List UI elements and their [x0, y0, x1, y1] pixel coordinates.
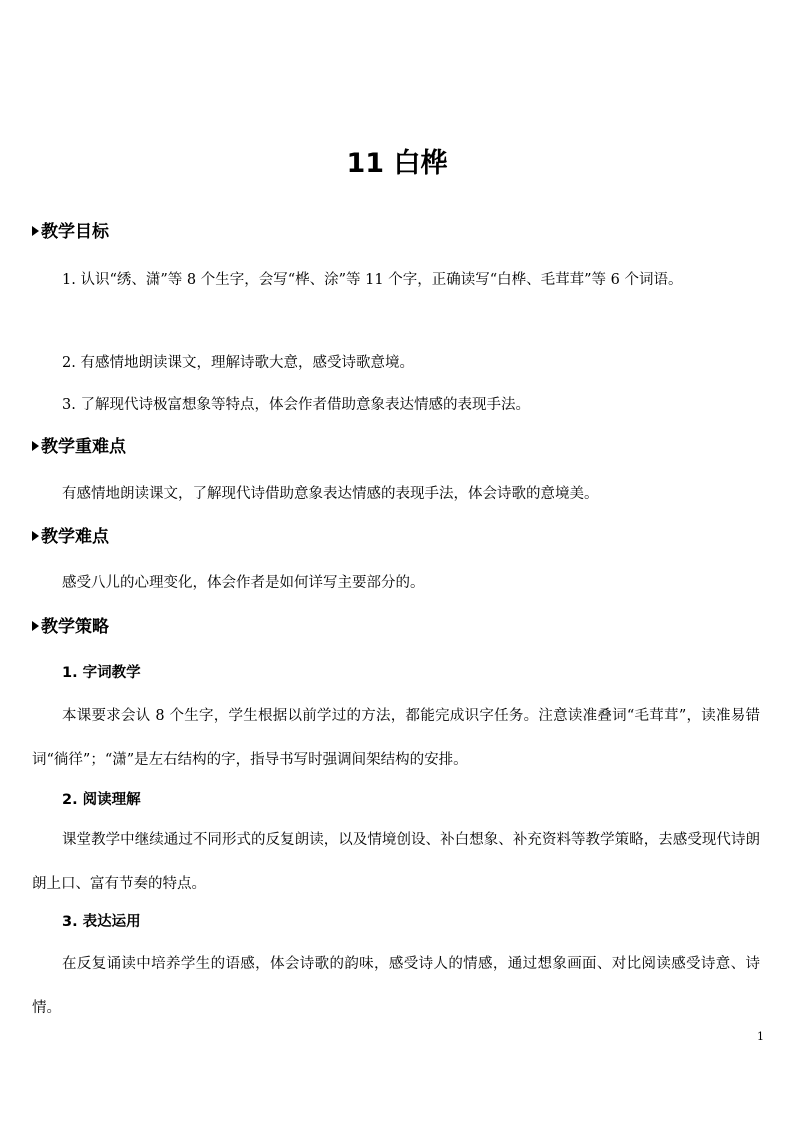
- section-heading-label: 教学策略: [41, 617, 109, 637]
- strategy-text-vocabulary: 本课要求会认 8 个生字，学生根据以前学过的方法，都能完成识字任务。注意读准叠词“毛茸茸”，读准易错词“徜徉”；“潇”是左右结构的字，指导书写时强调间架结构的安排。: [32, 708, 760, 768]
- section-heading-label: 教学重难点: [41, 437, 126, 457]
- objective-item-2: 2. 有感情地朗读课文，理解诗歌大意，感受诗歌意境。: [62, 355, 414, 371]
- triangle-marker-icon: [32, 226, 39, 236]
- strategy-text-reading: 课堂教学中继续通过不同形式的反复朗读，以及情境创设、补白想象、补充资料等教学策略，去感受现代诗朗朗上口、富有节奏的特点。: [32, 832, 760, 892]
- strategy-heading-reading: 2. 阅读理解: [62, 792, 141, 808]
- triangle-marker-icon: [32, 621, 39, 631]
- strategy-heading-vocabulary: 1. 字词教学: [62, 665, 141, 681]
- objective-item-1: 1. 认识“绣、潇”等 8 个生字，会写“桦、涂”等 11 个字，正确读写“白桦、毛茸茸”等 6 个词语。: [62, 272, 683, 288]
- difficulties-text: 感受八儿的心理变化，体会作者是如何详写主要部分的。: [62, 575, 425, 591]
- objective-item-3: 3. 了解现代诗极富想象等特点，体会作者借助意象表达情感的表现手法。: [62, 397, 530, 413]
- triangle-marker-icon: [32, 531, 39, 541]
- page-number: 1: [757, 1030, 764, 1043]
- section-heading-objectives: [32, 220, 109, 244]
- section-heading-difficulties: [32, 525, 109, 549]
- section-heading-strategies: [32, 615, 109, 639]
- section-heading-label: 教学目标: [41, 222, 109, 242]
- strategy-text-expression: 在反复诵读中培养学生的语感，体会诗歌的韵味，感受诗人的情感，通过想象画面、对比阅读感受诗意、诗情。: [32, 956, 760, 1016]
- strategy-heading-expression: 3. 表达运用: [62, 914, 141, 930]
- triangle-marker-icon: [32, 441, 39, 451]
- page-title: 11 白桦: [346, 148, 448, 179]
- section-heading-label: 教学难点: [41, 527, 109, 547]
- section-heading-key-points: [32, 435, 126, 459]
- key-points-text: 有感情地朗读课文，了解现代诗借助意象表达情感的表现手法，体会诗歌的意境美。: [62, 486, 599, 502]
